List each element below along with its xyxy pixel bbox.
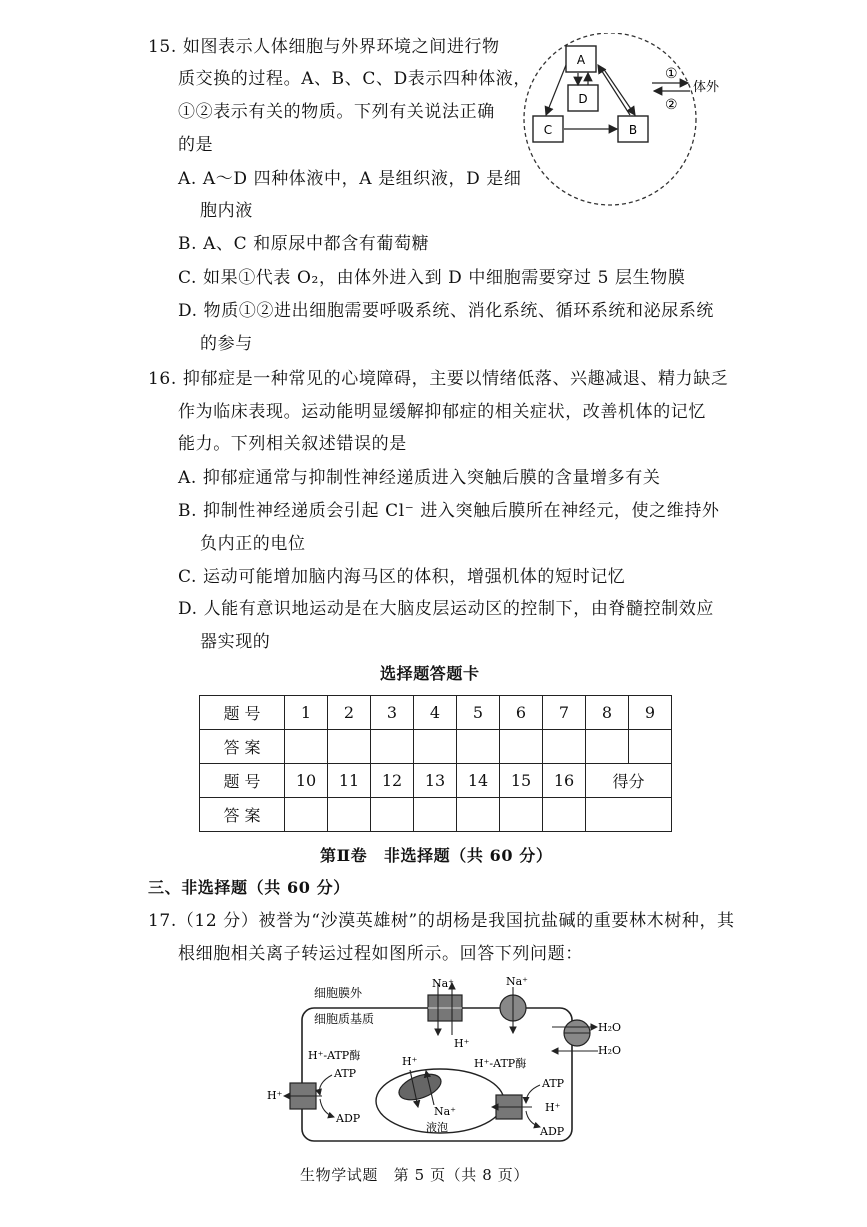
row-header: 答 案 [200, 730, 285, 764]
answer-cell[interactable] [457, 798, 500, 832]
label-h2o-2: H₂O [598, 1044, 622, 1057]
q15-label-a: A [576, 53, 586, 67]
q15-label-outside: 体外 [693, 80, 720, 95]
answer-cell[interactable] [500, 798, 543, 832]
q16-option-b-cont: 负内正的电位 [200, 534, 306, 554]
q15-stem-line-2: 质交换的过程。A、B、C、D表示四种体液， [178, 69, 532, 89]
row-header: 题 号 [200, 696, 285, 730]
q15-body-fluid-diagram [510, 33, 730, 213]
table-row [200, 764, 672, 798]
label-atp-2: ATP [542, 1077, 565, 1090]
page-footer: 生物学试题 第 5 页（共 8 页） [300, 1166, 529, 1184]
question-number: 11 [328, 764, 371, 798]
score-cell[interactable] [586, 798, 672, 832]
question-number: 1 [285, 696, 328, 730]
q15-option-d: D. 物质①②进出细胞需要呼吸系统、消化系统、循环系统和泌尿系统 [178, 301, 715, 321]
q15-label-b: B [628, 123, 638, 137]
question-number: 5 [457, 696, 500, 730]
q15-label-2: ② [665, 97, 678, 113]
label-h2o-1: H₂O [598, 1021, 622, 1034]
label-h-1: H⁺ [454, 1037, 470, 1050]
label-atp-1: ATP [334, 1067, 357, 1080]
question-number: 12 [371, 764, 414, 798]
q15-option-a: A. A～D 四种体液中，A 是组织液，D 是细 [178, 169, 522, 189]
label-na-1: Na⁺ [432, 977, 454, 990]
table-row [200, 730, 672, 764]
row-header: 题 号 [200, 764, 285, 798]
question-number: 2 [328, 696, 371, 730]
q15-option-b: B. A、C 和原尿中都含有葡萄糖 [178, 234, 430, 254]
label-na-vacuole: Na⁺ [434, 1105, 456, 1118]
label-enzyme-2: H⁺-ATP酶 [474, 1057, 527, 1070]
label-na-2: Na⁺ [506, 975, 528, 988]
q16-option-b: B. 抑制性神经递质会引起 Cl⁻ 进入突触后膜所在神经元，使之维持外 [178, 501, 720, 521]
label-vacuole: 液泡 [426, 1121, 448, 1134]
row-header: 答 案 [200, 798, 285, 832]
question-number: 8 [586, 696, 629, 730]
section-2-title: 第Ⅱ卷 非选择题（共 60 分） [320, 846, 553, 865]
answer-cell[interactable] [500, 730, 543, 764]
q15-label-c: C [543, 123, 553, 137]
question-number: 13 [414, 764, 457, 798]
question-number: 3 [371, 696, 414, 730]
q15-stem-line-1: 15. 如图表示人体细胞与外界环境之间进行物 [148, 37, 500, 57]
q15-option-a-cont: 胞内液 [200, 201, 253, 221]
answer-cell[interactable] [328, 798, 371, 832]
q16-stem-line-3: 能力。下列相关叙述错误的是 [178, 434, 407, 454]
q15-option-c: C. 如果①代表 O₂，由体外进入到 D 中细胞需要穿过 5 层生物膜 [178, 268, 686, 288]
answer-cell[interactable] [328, 730, 371, 764]
q17-stem-line-2: 根细胞相关离子转运过程如图所示。回答下列问题： [178, 944, 583, 964]
label-h-right: H⁺ [545, 1101, 561, 1114]
label-enzyme-1: H⁺-ATP酶 [308, 1049, 361, 1062]
label-matrix: 细胞质基质 [314, 1012, 375, 1026]
score-label: 得分 [586, 764, 672, 798]
q15-label-1: ① [665, 66, 678, 82]
q16-option-d-cont: 器实现的 [200, 632, 271, 652]
q15-stem-line-4: 的是 [178, 135, 214, 155]
q17-root-cell-ion-diagram [262, 975, 642, 1155]
q16-stem-line-1: 16. 抑郁症是一种常见的心境障碍，主要以情绪低落、兴趣减退、精力缺乏 [148, 369, 729, 389]
answer-cell[interactable] [543, 730, 586, 764]
q16-stem-line-2: 作为临床表现。运动能明显缓解抑郁症的相关症状，改善机体的记忆 [178, 402, 706, 422]
q16-option-d: D. 人能有意识地运动是在大脑皮层运动区的控制下，由脊髓控制效应 [178, 599, 715, 619]
section-3-title: 三、非选择题（共 60 分） [148, 878, 350, 897]
q15-option-d-cont: 的参与 [200, 334, 253, 354]
answer-cell[interactable] [285, 730, 328, 764]
label-adp-2: ADP [540, 1125, 565, 1138]
question-number: 7 [543, 696, 586, 730]
label-h-left: H⁺ [267, 1089, 283, 1102]
q16-option-c: C. 运动可能增加脑内海马区的体积，增强机体的短时记忆 [178, 567, 626, 587]
q16-option-a: A. 抑郁症通常与抑制性神经递质进入突触后膜的含量增多有关 [178, 468, 661, 488]
answer-cell[interactable] [543, 798, 586, 832]
answer-cell[interactable] [285, 798, 328, 832]
question-number: 15 [500, 764, 543, 798]
answer-cell[interactable] [586, 730, 629, 764]
answer-cell[interactable] [371, 730, 414, 764]
question-number: 14 [457, 764, 500, 798]
label-adp-1: ADP [336, 1112, 361, 1125]
table-row [200, 696, 672, 730]
q17-stem-line-1: 17.（12 分）被誉为“沙漠英雄树”的胡杨是我国抗盐碱的重要林木树种，其 [148, 911, 735, 931]
q15-stem-line-3: ①②表示有关的物质。下列有关说法正确 [178, 102, 495, 122]
question-number: 4 [414, 696, 457, 730]
answer-cell[interactable] [457, 730, 500, 764]
question-number: 9 [629, 696, 672, 730]
table-row [200, 798, 672, 832]
answer-cell[interactable] [414, 730, 457, 764]
q15-label-d: D [578, 92, 588, 106]
label-outside: 细胞膜外 [314, 986, 363, 1000]
label-h-vacuole: H⁺ [402, 1055, 418, 1068]
answer-cell[interactable] [414, 798, 457, 832]
question-number: 16 [543, 764, 586, 798]
question-number: 10 [285, 764, 328, 798]
answer-card-title: 选择题答题卡 [380, 664, 480, 683]
answer-cell[interactable] [371, 798, 414, 832]
question-number: 6 [500, 696, 543, 730]
answer-card-table [199, 695, 672, 832]
answer-cell[interactable] [629, 730, 672, 764]
